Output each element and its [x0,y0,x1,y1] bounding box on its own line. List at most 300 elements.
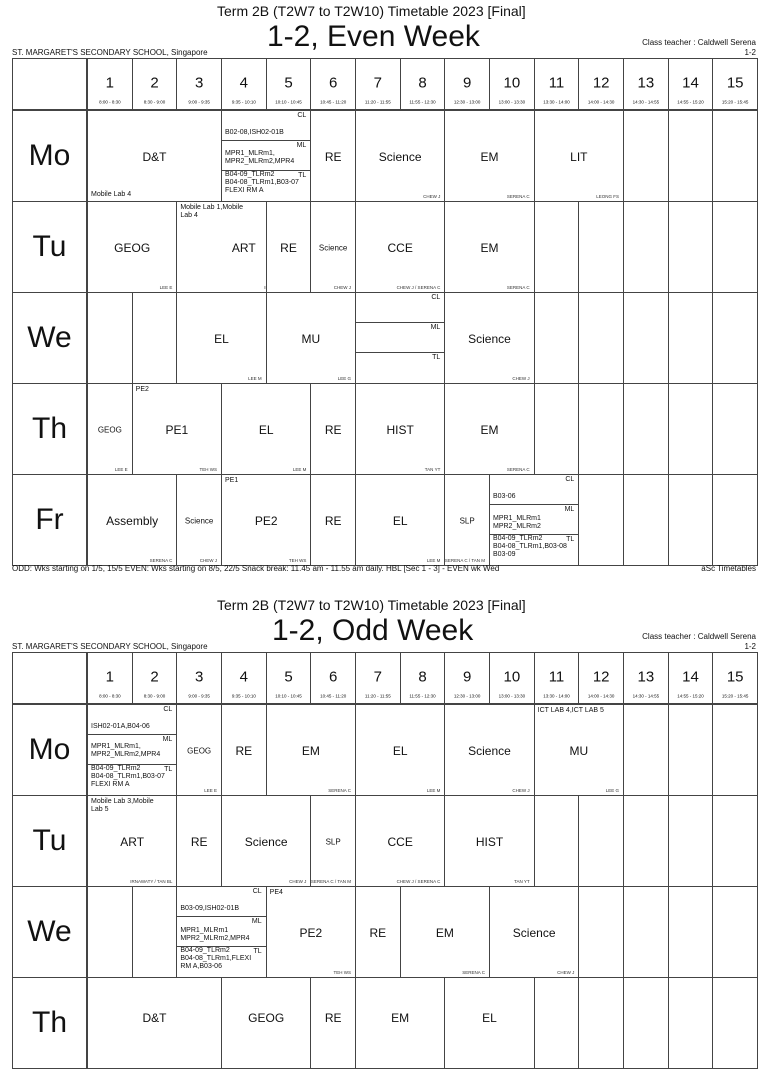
teacher-label: CHEW J [199,558,217,563]
period-number: 3 [194,668,204,686]
lesson-hist [355,383,445,475]
subject-label: EL [392,514,408,528]
period-number: 13 [637,668,655,686]
teacher-label: LEE G [337,376,351,381]
lesson-dt [87,977,222,1069]
subject-label: ART [120,835,145,849]
period-number: 15 [726,74,744,92]
group-tag: TL [253,948,262,955]
lesson-cce [355,201,445,293]
group-ml [489,504,579,535]
school-name-odd: ST. MARGARET'S SECONDARY SCHOOL, Singapore [12,642,208,651]
lesson-science [444,704,534,796]
odd-empty-slot [623,795,669,887]
subject-label: PE2 [254,514,278,528]
group-tag: CL [431,294,441,301]
period-time: 15:20 - 15:45 [721,693,749,699]
odd-empty-slot [87,886,133,978]
period-time: 13:30 - 14:00 [543,99,570,105]
period-time: 9:35 - 10:10 [231,693,256,699]
even-empty-slot [623,383,669,475]
odd-empty-slot [623,977,669,1069]
odd-day-label [12,704,87,796]
lesson-cce [355,795,445,887]
lesson-el [221,383,311,475]
teacher-label: LEE E [159,285,173,290]
teacher-label: CHEW J [557,970,575,975]
group-cl [176,886,266,917]
day-name: Th [31,1006,68,1039]
lesson-el [355,704,445,796]
lesson-science [444,292,534,384]
group-tag: TL [298,172,307,179]
period-number: 9 [462,668,472,686]
term-title-odd: Term 2B (T2W7 to T2W10) Timetable 2023 [Final] [217,597,526,613]
even-period-header [578,58,624,110]
even-period-header [623,58,669,110]
group-tl [355,352,445,384]
period-number: 5 [284,668,293,686]
room-label: B04-09_TLRm2 B04-08_TLRm1,B03-07 FLEXI RM A [225,171,299,194]
odd-empty-slot [534,795,580,887]
period-time: 11:20 - 11:55 [364,99,391,105]
subject-label: RE [280,241,297,255]
teacher-label: CHEW J [423,194,441,199]
period-number: 11 [548,668,565,686]
group-tag: CL [565,476,575,483]
period-time: 14:30 - 14:55 [632,99,660,105]
teacher-label: LEE M [426,788,441,793]
odd-empty-slot [668,977,714,1069]
even-period-header [355,58,401,110]
lesson-el [355,474,445,566]
odd-empty-slot [623,704,669,796]
teacher-label: TEH WS [199,467,217,472]
period-number: 12 [592,74,610,92]
subject-label: RE [324,1011,342,1025]
period-time: 14:30 - 14:55 [632,693,660,699]
lesson-mu [534,704,624,796]
timetable-even-week [12,58,757,562]
class-teacher-odd: Class teacher : Caldwell Serena [642,632,756,641]
odd-period-header [444,652,490,704]
even-empty-slot [712,110,758,202]
even-empty-slot [578,292,624,384]
lesson-re [221,704,267,796]
teacher-label: CHEW J [512,788,530,793]
period-number: 15 [726,668,744,686]
even-day-label [12,292,87,384]
odd-period-header [534,652,580,704]
lesson-el [176,292,266,384]
group-tag: TL [164,766,173,773]
even-period-header [712,58,758,110]
room-label: B04-09_TLRm2 B04-08_TLRm1,B03-08 B03-09 [493,535,567,558]
even-empty-slot [668,201,714,293]
lesson-re [355,886,401,978]
lesson-science [355,110,445,202]
period-number: 6 [328,668,338,686]
period-time: 8:30 - 9:00 [143,99,166,105]
even-empty-slot [712,474,758,566]
group-tag: ML [564,506,575,513]
even-period-header [132,58,178,110]
lesson-mu [266,292,356,384]
group-tl [221,170,311,202]
term-title: Term 2B (T2W7 to T2W10) Timetable 2023 [Final] [217,3,526,19]
lesson-em [444,110,534,202]
room-label: PE4 [269,889,283,896]
period-time: 11:20 - 11:55 [364,693,391,699]
odd-period-header [712,652,758,704]
even-empty-slot [712,383,758,475]
even-empty-slot [87,292,133,384]
subject-label: LIT [570,150,588,164]
lesson-re [310,977,356,1069]
teacher-label: SERENA C [328,788,351,793]
period-time: 10:10 - 10:45 [275,99,302,105]
subject-label: GEOG [187,746,212,756]
subject-label: EM [435,926,454,940]
lesson-re [176,795,222,887]
lesson-em [355,977,445,1069]
odd-day-label [12,886,87,978]
even-period-header [87,58,133,110]
odd-empty-slot [578,795,624,887]
period-time: 15:20 - 15:45 [721,99,749,105]
odd-empty-slot [668,704,714,796]
odd-empty-slot [668,795,714,887]
teacher-label: LEONG FS [596,194,619,199]
period-number: 14 [682,668,699,686]
group-tag: CL [163,706,173,713]
period-time: 9:35 - 10:10 [231,99,256,105]
subject-label: EM [391,1011,410,1025]
group-ml [87,734,177,765]
odd-period-header [132,652,178,704]
period-time: 10:45 - 11:20 [320,99,347,105]
teacher-label: SERENA C [462,970,485,975]
group-ml [221,140,311,171]
room-label: PE1 [225,477,239,484]
footer-brand: aSc Timetables [701,564,756,573]
period-time: 12:30 - 13:00 [453,99,481,105]
period-number: 8 [418,668,427,686]
period-time: 14:55 - 15:20 [677,99,704,105]
subject-label: PE2 [299,926,323,940]
lesson-em [444,383,534,475]
group-ml [355,322,445,353]
period-number: 7 [373,74,382,92]
even-empty-slot [712,201,758,293]
odd-empty-slot [578,977,624,1069]
period-time: 14:55 - 15:20 [677,693,704,699]
even-empty-slot [578,383,624,475]
period-time: 10:10 - 10:45 [275,693,302,699]
lesson-em [400,886,490,978]
period-time: 8:00 - 8:30 [99,99,121,105]
subject-label: HIST [386,423,414,437]
even-empty-slot [623,474,669,566]
lesson-geog [87,201,177,293]
odd-period-header [400,652,446,704]
page-heading-odd: 1-2, Odd Week [272,614,474,647]
lesson-lit [534,110,624,202]
odd-period-header [310,652,356,704]
teacher-label: LEE M [248,376,262,381]
teacher-label: TAN YT [514,879,530,884]
lesson-em [444,201,534,293]
even-empty-slot [578,474,624,566]
room-label: MPR1_MLRm1, MPR2_MLRm2,MPR4 [225,150,295,165]
teacher-label: LEE E [204,788,217,793]
even-day-label [12,201,87,293]
period-time: 9:00 - 9:35 [188,99,210,105]
period-time: 13:30 - 14:00 [543,693,570,699]
page-heading: 1-2, Even Week [267,20,480,53]
teacher-label: SERENA C [506,285,530,290]
lesson-hist [444,795,534,887]
subject-label: EM [480,423,499,437]
even-empty-slot [668,110,714,202]
odd-empty-slot [712,886,758,978]
room-label: Mobile Lab 1,Mobile Lab 4 [180,204,243,219]
period-number: 8 [418,74,427,92]
period-time: 11:55 - 12:30 [409,99,436,105]
period-number: 13 [637,74,655,92]
even-period-header [310,58,356,110]
even-empty-slot [668,474,714,566]
group-tag: CL [252,888,262,895]
subject-label: D&T [142,1011,167,1025]
odd-empty-slot [712,977,758,1069]
group-ml [176,916,266,947]
day-name: Fr [35,503,64,536]
period-time: 9:00 - 9:35 [188,693,210,699]
subject-label: EM [301,744,320,758]
odd-empty-slot [668,886,714,978]
odd-empty-slot [534,977,580,1069]
teacher-label: CHEW J [333,285,351,290]
teacher-label: LEE M [292,467,307,472]
teacher-label: LEE M [426,558,441,563]
even-corner [12,58,87,110]
subject-label: EM [480,241,499,255]
odd-empty-slot [712,704,758,796]
even-empty-slot [668,383,714,475]
subject-label: HIST [475,835,504,849]
group-cl [489,474,579,505]
subject-label: RE [235,744,253,758]
lesson-slp [444,474,490,566]
lesson-art [87,795,177,887]
odd-period-header [221,652,267,704]
subject-label: GEOG [97,425,122,435]
group-tag: TL [566,536,575,543]
lesson-science [310,201,356,293]
subject-label: CCE [387,835,413,849]
school-name: ST. MARGARET'S SECONDARY SCHOOL, Singapore [12,48,208,57]
subject-label: Assembly [106,514,159,528]
period-number: 7 [373,668,382,686]
period-number: 5 [284,74,293,92]
room-label: B03-09,ISH02-01B [180,905,240,912]
period-number: 6 [328,74,338,92]
room-label: PE2 [135,386,149,393]
period-time: 14:00 - 14:30 [587,99,615,105]
room-label: ICT LAB 4,ICT LAB 5 [537,707,604,714]
teacher-label: TEH WS [333,970,351,975]
period-time: 12:30 - 13:00 [453,693,481,699]
subject-label: Science [512,926,556,940]
lesson-geog [87,383,133,475]
lesson-pe1 [132,383,222,475]
odd-period-header [489,652,535,704]
day-name: Th [31,412,68,445]
subject-label: EL [258,423,274,437]
lesson-re [310,383,356,475]
subject-label: RE [324,150,342,164]
period-number: 2 [150,74,159,92]
subject-label: ART [231,241,256,255]
lesson-dt [87,110,222,202]
teacher-label: CHEW J [512,376,530,381]
subject-label: D&T [142,150,167,164]
odd-period-header [578,652,624,704]
subject-label: RE [324,514,342,528]
subject-label: RE [369,926,387,940]
odd-period-header [355,652,401,704]
even-empty-slot [623,292,669,384]
even-empty-slot [578,201,624,293]
room-label: MPR1_MLRm1, MPR2_MLRm2,MPR4 [91,743,161,758]
period-number: 9 [462,74,472,92]
odd-period-header [176,652,222,704]
subject-label: Science [244,835,288,849]
odd-corner [12,652,87,704]
subject-label: GEOG [114,241,151,255]
lesson-science [176,474,222,566]
period-time: 13:00 - 13:30 [498,693,526,699]
lesson-re [266,201,312,293]
day-name: We [27,321,72,354]
subject-label: EM [480,150,499,164]
subject-label: EL [214,332,229,346]
period-number: 3 [194,74,204,92]
room-label: B03-06 [493,493,516,500]
period-number: 2 [150,668,159,686]
even-empty-slot [534,292,580,384]
group-cl [355,292,445,323]
period-number: 10 [503,668,521,686]
even-period-header [668,58,714,110]
even-empty-slot [623,110,669,202]
even-empty-slot [132,292,178,384]
even-period-header [400,58,446,110]
teacher-label: CHEW J / SERENA C [396,285,441,290]
even-empty-slot [534,201,580,293]
even-period-header [221,58,267,110]
group-tag: CL [297,112,307,119]
room-label: MPR1_MLRm1 MPR2_MLRm2 [493,515,541,530]
subject-label: SLP [325,837,341,847]
odd-day-label [12,795,87,887]
even-empty-slot [534,383,580,475]
odd-empty-slot [623,886,669,978]
teacher-label: SERENA C [506,467,530,472]
even-empty-slot [668,292,714,384]
group-tag: TL [432,354,441,361]
group-cl [87,704,177,735]
subject-label: MU [301,332,321,346]
period-time: 8:30 - 9:00 [143,693,166,699]
subject-label: Science [318,243,348,253]
day-name: Mo [28,733,71,766]
teacher-label: SERENA C / TAN M [444,558,485,563]
odd-period-header [668,652,714,704]
subject-label: Science [378,150,422,164]
subject-label: MU [569,744,589,758]
room-label: ISH02-01A,B04-06 [91,723,150,730]
lesson-re [310,110,356,202]
teacher-label: TEH WS [288,558,307,563]
even-empty-slot [623,201,669,293]
group-cl [221,110,311,141]
even-day-label [12,474,87,566]
teacher-label: SERENA C [506,194,530,199]
period-number: 14 [682,74,699,92]
footer-note: ODD: Wks starting on 1/5, 15/5 EVEN: Wks starting on 8/5, 22/5 Snack break: 11.45 am - 11.55 am daily. HBL [Sec 1 - 3] - EVEN wk Wed [12,564,500,573]
period-time: 14:00 - 14:30 [587,693,615,699]
subject-label: GEOG [248,1011,285,1025]
day-name: Tu [32,230,67,263]
even-period-header [489,58,535,110]
subject-label: CCE [387,241,413,255]
lesson-assembly [87,474,177,566]
period-number: 11 [548,74,565,92]
odd-day-label [12,977,87,1069]
lesson-slp [310,795,356,887]
period-number: 4 [239,668,248,686]
odd-period-header [266,652,312,704]
period-number: 1 [105,668,114,686]
lesson-el [444,977,534,1069]
teacher-label: LEE G [605,788,619,793]
even-period-header [444,58,490,110]
group-tl [87,764,177,796]
period-number: 4 [239,74,248,92]
period-number: 1 [105,74,114,92]
teacher-label: CHEW J [289,879,307,884]
odd-period-header [87,652,133,704]
subject-label: Science [184,516,214,526]
even-day-label [12,110,87,202]
room-label: Mobile Lab 3,Mobile Lab 5 [91,798,154,813]
period-number: 12 [592,668,610,686]
period-number: 10 [503,74,521,92]
group-tag: ML [430,324,441,331]
class-teacher: Class teacher : Caldwell Serena [642,38,756,47]
even-period-header [266,58,312,110]
teacher-label: LEE E [114,467,128,472]
subject-label: Science [468,332,511,346]
group-tag: ML [162,736,173,743]
lesson-geog [221,977,311,1069]
odd-empty-slot [712,795,758,887]
subject-label: SLP [459,516,475,526]
teacher-label: CHEW J / SERENA C [396,879,441,884]
subject-label: EL [392,744,408,758]
